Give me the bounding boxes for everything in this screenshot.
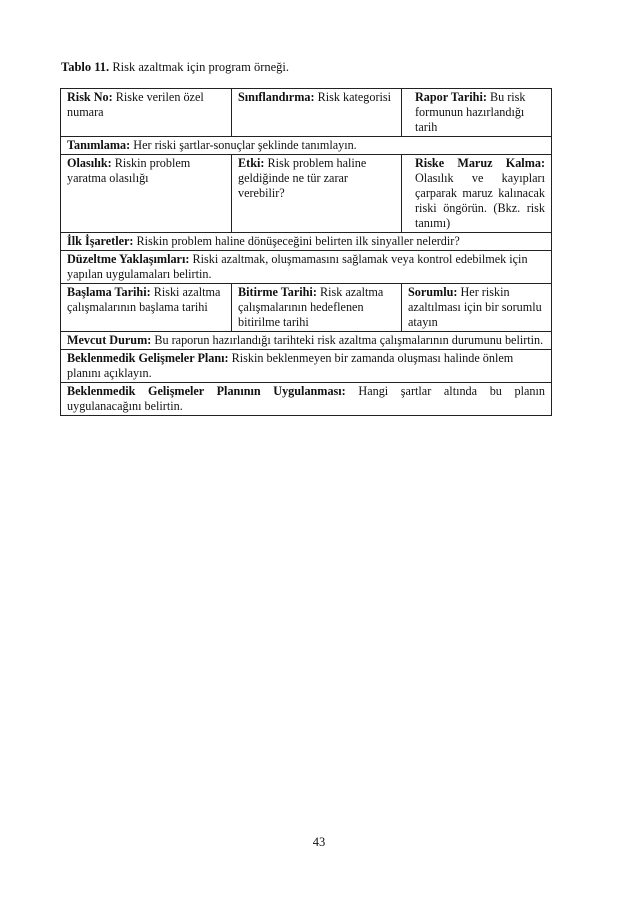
risk-program-table — [60, 88, 552, 416]
cell-text: Her riskin azaltılması için bir sorumlu atayın — [408, 285, 542, 329]
cell-label: Olasılık: — [67, 156, 112, 170]
table-row — [61, 89, 552, 137]
cell-contingency-execution — [61, 383, 552, 416]
cell-risk-no — [61, 89, 232, 137]
table-row — [61, 350, 552, 383]
cell-impact — [232, 155, 402, 233]
cell-label: Riske Maruz Kalma: — [415, 156, 545, 170]
table-row — [61, 251, 552, 284]
cell-text: Riski azaltma çalışmalarının başlama tarihi — [67, 285, 221, 314]
table-row — [61, 332, 552, 350]
cell-definition — [61, 137, 552, 155]
cell-label: Rapor Tarihi: — [415, 90, 487, 104]
cell-label: Risk No: — [67, 90, 113, 104]
table-row — [61, 155, 552, 233]
cell-text: Bu raporun hazırlandığı tarihteki risk azaltma çalışmalarının durumunu belirtin. — [151, 333, 544, 347]
table-caption — [61, 60, 289, 75]
cell-text: Bu risk formunun hazırlandığı tarih — [415, 90, 526, 134]
cell-text: Olasılık ve kayıpları çarparak maruz kalınacak riski öngörün. (Bkz. risk tanımı) — [415, 171, 545, 230]
cell-text: Riskin problem haline dönüşeceğini belirten ilk sinyaller nelerdir? — [133, 234, 460, 248]
caption-label: Tablo 11. — [61, 60, 110, 74]
cell-label: Tanımlama: — [67, 138, 131, 152]
cell-classification — [232, 89, 402, 137]
cell-label: Etki: — [238, 156, 265, 170]
table-row — [61, 383, 552, 416]
cell-contingency-plan — [61, 350, 552, 383]
cell-exposure — [402, 155, 552, 233]
cell-text: Riskin problem yaratma olasılığı — [67, 156, 191, 185]
cell-start-date — [61, 284, 232, 332]
cell-label: Başlama Tarihi: — [67, 285, 151, 299]
cell-text: Risk azaltma çalışmalarının hedeflenen bitirilme tarihi — [238, 285, 384, 329]
cell-text: Risk problem haline geldiğinde ne tür zarar verebilir? — [238, 156, 367, 200]
cell-early-signs — [61, 233, 552, 251]
cell-text: Riski azaltmak, oluşmamasını sağlamak veya kontrol edebilmek için yapılan uygulamaları belirtin. — [67, 252, 528, 281]
cell-probability — [61, 155, 232, 233]
cell-text: Hangi şartlar altında bu planın uygulanacağını belirtin. — [67, 384, 545, 413]
cell-current-status — [61, 332, 552, 350]
cell-label: Bitirme Tarihi: — [238, 285, 317, 299]
cell-label: İlk İşaretler: — [67, 234, 134, 248]
cell-label: Beklenmedik Gelişmeler Planı: — [67, 351, 229, 365]
table-row — [61, 284, 552, 332]
cell-label: Beklenmedik Gelişmeler Planının Uygulanması: — [67, 384, 346, 398]
cell-end-date — [232, 284, 402, 332]
page-number: 43 — [312, 835, 326, 849]
cell-report-date — [402, 89, 552, 137]
cell-mitigation-approaches — [61, 251, 552, 284]
cell-text: Risk kategorisi — [314, 90, 392, 104]
cell-label: Sorumlu: — [408, 285, 458, 299]
cell-label: Sınıflandırma: — [238, 90, 315, 104]
cell-text: Her riski şartlar-sonuçlar şeklinde tanımlayın. — [130, 138, 357, 152]
table-row — [61, 137, 552, 155]
cell-label: Düzeltme Yaklaşımları: — [67, 252, 190, 266]
cell-label: Mevcut Durum: — [67, 333, 152, 347]
cell-text: Riskin beklenmeyen bir zamanda oluşması halinde önlem planını açıklayın. — [67, 351, 514, 380]
cell-text: Riske verilen özel numara — [67, 90, 204, 119]
cell-responsible — [402, 284, 552, 332]
table-row — [61, 233, 552, 251]
caption-text: Risk azaltmak için program örneği. — [112, 60, 289, 74]
